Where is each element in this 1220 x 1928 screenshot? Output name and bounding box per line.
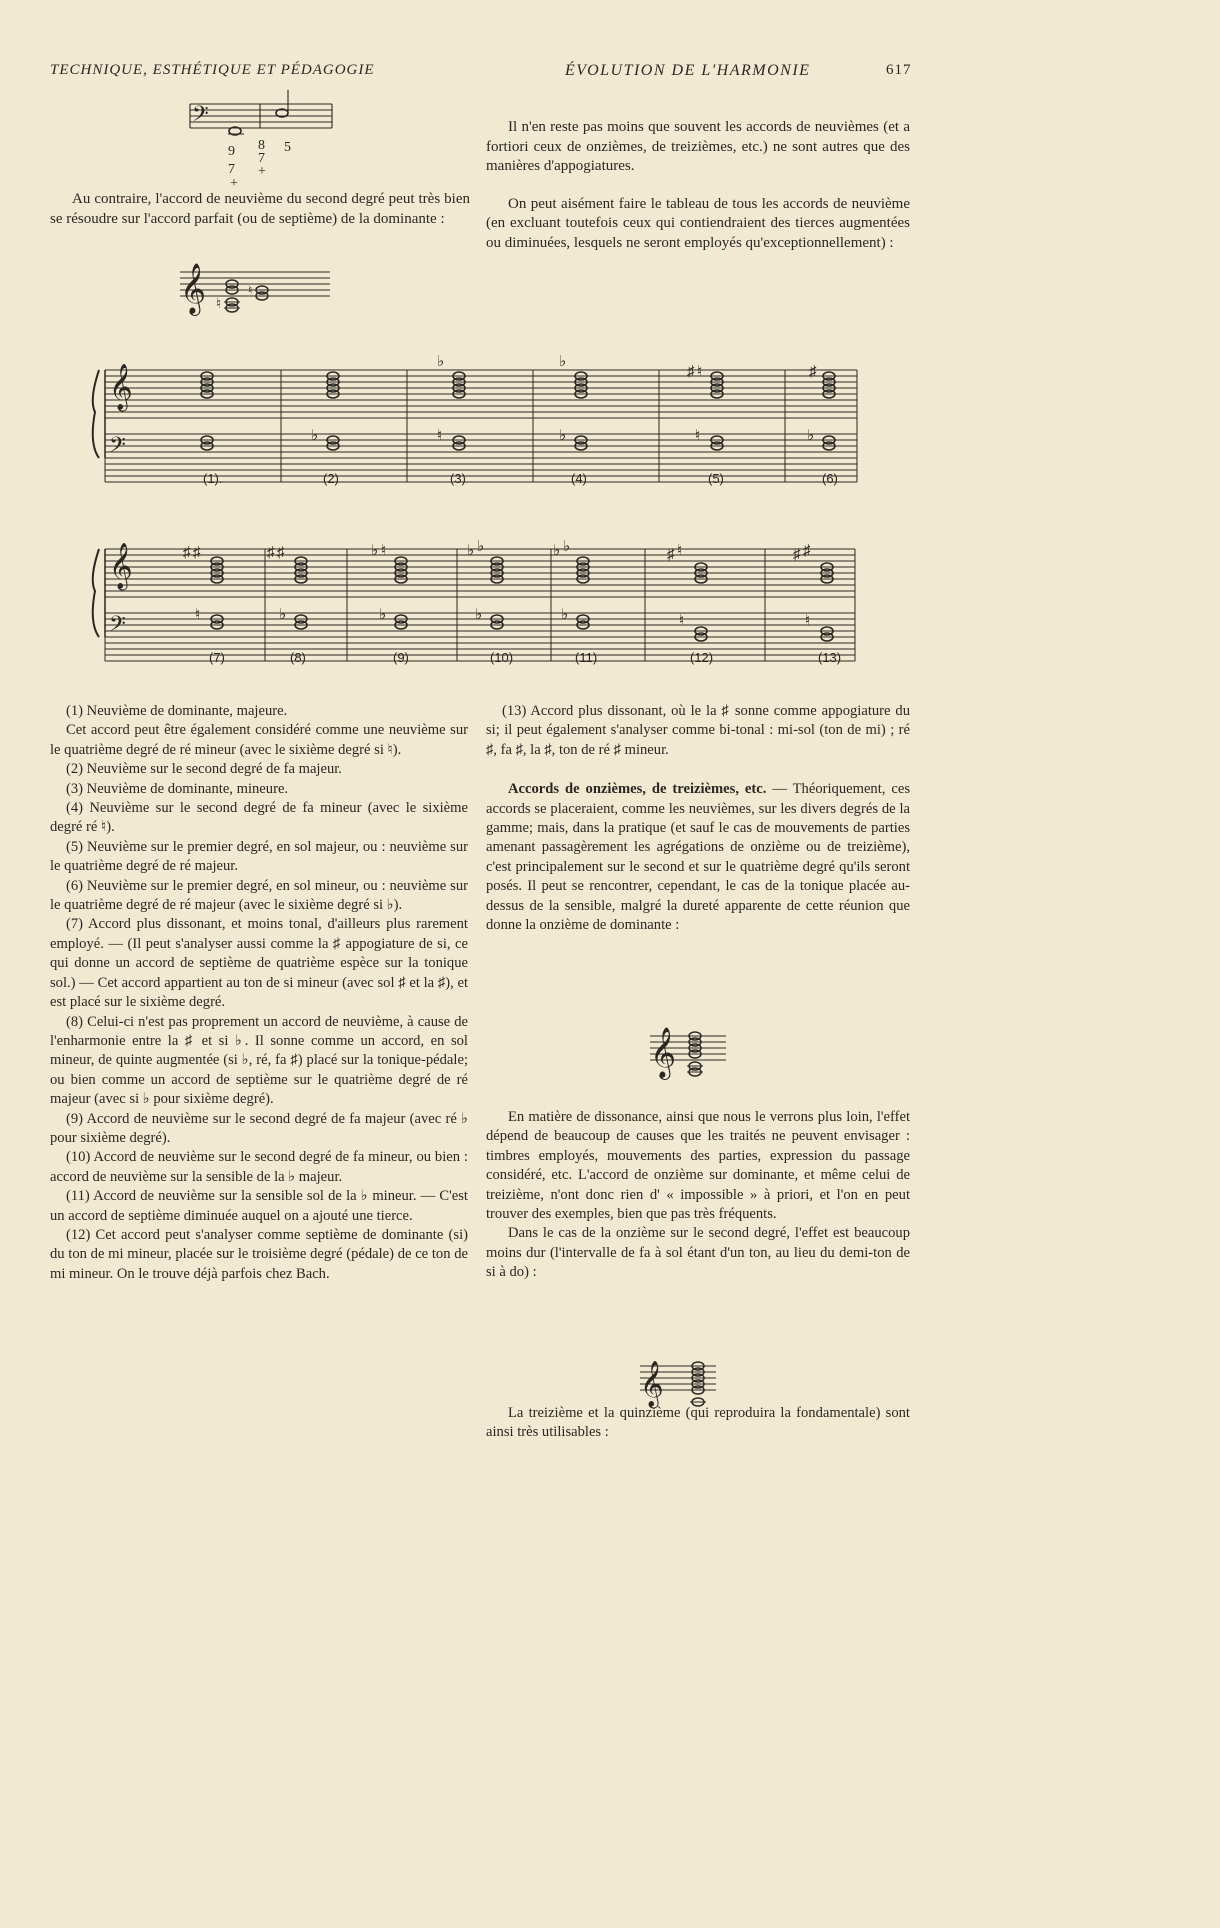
accidental-icon: ♭ (437, 354, 445, 370)
accidental-icon: ♭ (279, 607, 287, 623)
running-header (50, 62, 910, 84)
table-row1-labels (105, 471, 865, 491)
table-row2-labels (105, 650, 865, 670)
section-onziemes: Accords de onzièmes, de treizièmes, etc. — Théoriquement, ces accords se placeraient, comme les neuvièmes, sur les divers degrés de la gamme; mais, dans la pratique (et sauf le cas de mouvements de parties amenant passagèrement les agrégations de onzième ou de treizième), c'est principalement sur le second et sur le quatrième degré qu'ils seront posés. Il peut se rencontrer, cependant, le cas de la tonique placée au-dessus de la sensible, malgré la dureté apparente de cette réunion que donne la onzième de dominante : (486, 781, 911, 934)
bass-figured-example: 𝄢 9 8 5 7 7 + + (190, 98, 335, 188)
note-13: (13) Accord plus dissonant, où le la ♯ sonne comme appogiature du si; il peut également s'analyser comme bi-tonal : mi-sol (ton de mi) ; ré ♯, fa ♯, la ♯, ton de ré ♯ mineur. (486, 703, 910, 758)
svg-text:♮: ♮ (216, 297, 222, 312)
header-center-title: ÉVOLUTION DE L'HARMONIE (565, 62, 811, 79)
treble-clef-icon: 𝄞 (109, 543, 133, 588)
accidental-icon: ♮ (805, 613, 811, 629)
note-1-detail: Cet accord peut être également considéré comme une neuvième sur le quatrième degré de ré mineur (avec le sixième degré si ♮). (50, 722, 468, 758)
accidental-icon: ♮ (195, 607, 201, 623)
accidental-icon: ♮ (695, 428, 701, 444)
accidental-icon: ♯ (183, 545, 191, 561)
label-1: (1). (203, 471, 223, 486)
accidental-icon: ♯ (667, 547, 675, 563)
notes-right-column (486, 702, 910, 935)
accidental-icon: ♭ (467, 543, 475, 559)
accidental-icon: ♭ (477, 539, 485, 555)
accidental-icon: ♭ (371, 543, 379, 559)
header-left-title: TECHNIQUE, ESTHÉTIQUE ET PÉDAGOGIE (50, 62, 375, 78)
treble-clef-icon: 𝄞 (640, 1361, 664, 1406)
label-12: (12) (690, 650, 714, 665)
note-2: (2) Neuvième sur le second degré de fa majeur. (66, 761, 342, 778)
left-intro-paragraph: Au contraire, l'accord de neuvième du second degré peut très bien se résoudre sur l'accord parfait (ou de septième) de la dominante : (50, 191, 470, 227)
right-intro-p2: On peut aisément faire le tableau de tous les accords de neuvième (en excluant toutefois ceux qui contiendraient des tierces augmentées ou diminuées, lesquels ne seront employés qu'exceptionnellement) : (486, 195, 910, 251)
label-8: (8) (290, 650, 306, 665)
treble-clef-icon: 𝄞 (180, 264, 207, 313)
note-7: (7) Accord plus dissonant, et moins tonal, d'ailleurs plus rarement employé. — (Il peut s'analyser aussi comme la ♯ appogiature de si, ce qui donne un accord de septième de quatrième espèce sur la tonique sol.) — Cet accord appartient au ton de si mineur (avec sol ♯ et la ♯), et est placé sur le sixième degré. (50, 916, 468, 1011)
label-9: (9) (393, 650, 409, 665)
right-intro-text (486, 118, 910, 254)
accidental-icon: ♯ (793, 547, 801, 563)
bass-clef-icon: 𝄢 (109, 612, 126, 641)
accidental-icon: ♭ (311, 428, 319, 444)
eleventh-staff-svg (650, 1022, 730, 1092)
accidental-icon: ♭ (475, 607, 483, 623)
label-7: (7) (209, 650, 225, 665)
label-10: (10) (490, 650, 514, 665)
accidental-icon: ♭ (563, 539, 571, 555)
right-intro-p1: Il n'en reste pas moins que souvent les accords de neuvièmes (et a fortiori ceux de onzièmes, de treizièmes, etc.) ne sont autres que des manières d'appogiatures. (486, 119, 910, 175)
accidental-icon: ♭ (553, 543, 561, 559)
section-heading: Accords de onzièmes, de treizièmes, etc. (508, 781, 767, 798)
accidental-icon: ♮ (437, 428, 443, 444)
accidental-icon: ♮ (679, 613, 685, 629)
note-11: (11) Accord de neuvième sur la sensible sol de la ♭ mineur. — C'est un accord de septième diminuée auquel on a ajouté une tierce. (50, 1188, 468, 1224)
accidental-icon: ♭ (561, 607, 569, 623)
accidental-icon: ♯ (193, 545, 201, 561)
accidental-icon: ♯ (803, 543, 811, 559)
note-3: (3) Neuvième de dominante, mineure. (66, 780, 289, 797)
accidental-icon: ♮ (677, 543, 683, 559)
notes-left-column (50, 702, 468, 1284)
accidental-icon: ♭ (559, 428, 567, 444)
dissonance-paragraph: En matière de dissonance, ainsi que nous le verrons plus loin, l'effet dépend de beaucoup de causes que les traités ne peuvent envisager : timbres employés, mouvements des parties, expression du passage considéré, etc. L'accord de onzième sur dominante, et même celui de treizième, n'ont donc rien d' « impossible » à priori, et l'on en peut trouver des exemples, bien que pas très fréquents. Dans le cas de la onzième sur le second degré, l'effet est beaucoup moins dur (l'intervalle de fa à sol étant d'un ton, au lieu du demi-ton de si à do) : (486, 1108, 910, 1283)
eleventh-dominant-example (650, 1022, 730, 1092)
note-4: (4) Neuvième sur le second degré de fa mineur (avec le sixième degré ré ♮). (50, 800, 468, 836)
page-number: 617 (886, 62, 912, 78)
label-4: (4) (571, 471, 587, 486)
note-6: (6) Neuvième sur le premier degré, en sol mineur, ou : neuvième sur le quatrième degré de ré majeur (avec le sixième degré si ♭). (50, 877, 468, 914)
accidental-icon: ♮ (381, 543, 387, 559)
bass-clef-icon: 𝄢 (109, 433, 126, 462)
second-degree-paragraph: Dans le cas de la onzième sur le second degré, l'effet est beaucoup moins dur (l'intervalle de fa à sol étant d'un ton, au lieu du demi-ton de si à do) : (486, 1225, 910, 1281)
bass-clef-icon: 𝄢 (192, 102, 209, 131)
note-10: (10) Accord de neuvième sur le second degré de fa mineur, ou bien : accord de neuvième sur la sensible de la ♭ majeur. (50, 1149, 468, 1185)
label-11: (11) (575, 650, 598, 665)
label-3: (3) (450, 471, 466, 486)
accidental-icon: ♯ (809, 364, 817, 380)
accidental-icon: ♭ (807, 428, 815, 444)
label-6: (6) (822, 471, 838, 486)
accidental-icon: ♭ (379, 607, 387, 623)
label-5: (5) (708, 471, 724, 486)
thirteenth-paragraph: La treizième et la quinzième (qui reproduira la fondamentale) sont ainsi très utilisables : (486, 1405, 910, 1441)
note-9: (9) Accord de neuvième sur le second degré de fa majeur (avec ré ♭ pour sixième degré). (50, 1110, 468, 1146)
accidental-icon: ♭ (559, 354, 567, 370)
treble-resolution-example (180, 258, 330, 322)
treble-clef-icon: 𝄞 (109, 364, 133, 409)
label-13: (13) (818, 650, 842, 665)
svg-text:♮: ♮ (248, 283, 253, 297)
note-12: (12) Cet accord peut s'analyser comme septième de dominante (si) du ton de mi mineur, placée sur le troisième degré (pédale) de ce ton de mi mineur. On le trouve déjà parfois chez Bach. (50, 1226, 468, 1282)
accidental-icon: ♯ (277, 545, 285, 561)
note-8: (8) Celui-ci n'est pas proprement un accord de neuvième, à cause de l'enharmonie entre la ♯ et si ♭. Il sonne comme un accord, en sol mineur, de quinte augmentée (si ♭, ré, fa ♯) placé sur la tonique-pédale; ou bien comme un accord de septième sur le quatrième degré de ré majeur (avec si ♭ pour sixième degré). (50, 1013, 468, 1108)
label-2: (2) (323, 471, 339, 486)
treble-staff-svg (180, 258, 330, 322)
note-1: (1) Neuvième de dominante, majeure. (66, 703, 288, 719)
treble-clef-icon: 𝄞 (650, 1028, 677, 1077)
accidental-icon: ♯ (687, 364, 695, 380)
accidental-icon: ♮ (697, 364, 703, 380)
note-5: (5) Neuvième sur le premier degré, en sol majeur, ou : neuvième sur le quatrième degré de ré majeur. (50, 838, 468, 875)
accidental-icon: ♯ (267, 545, 275, 561)
